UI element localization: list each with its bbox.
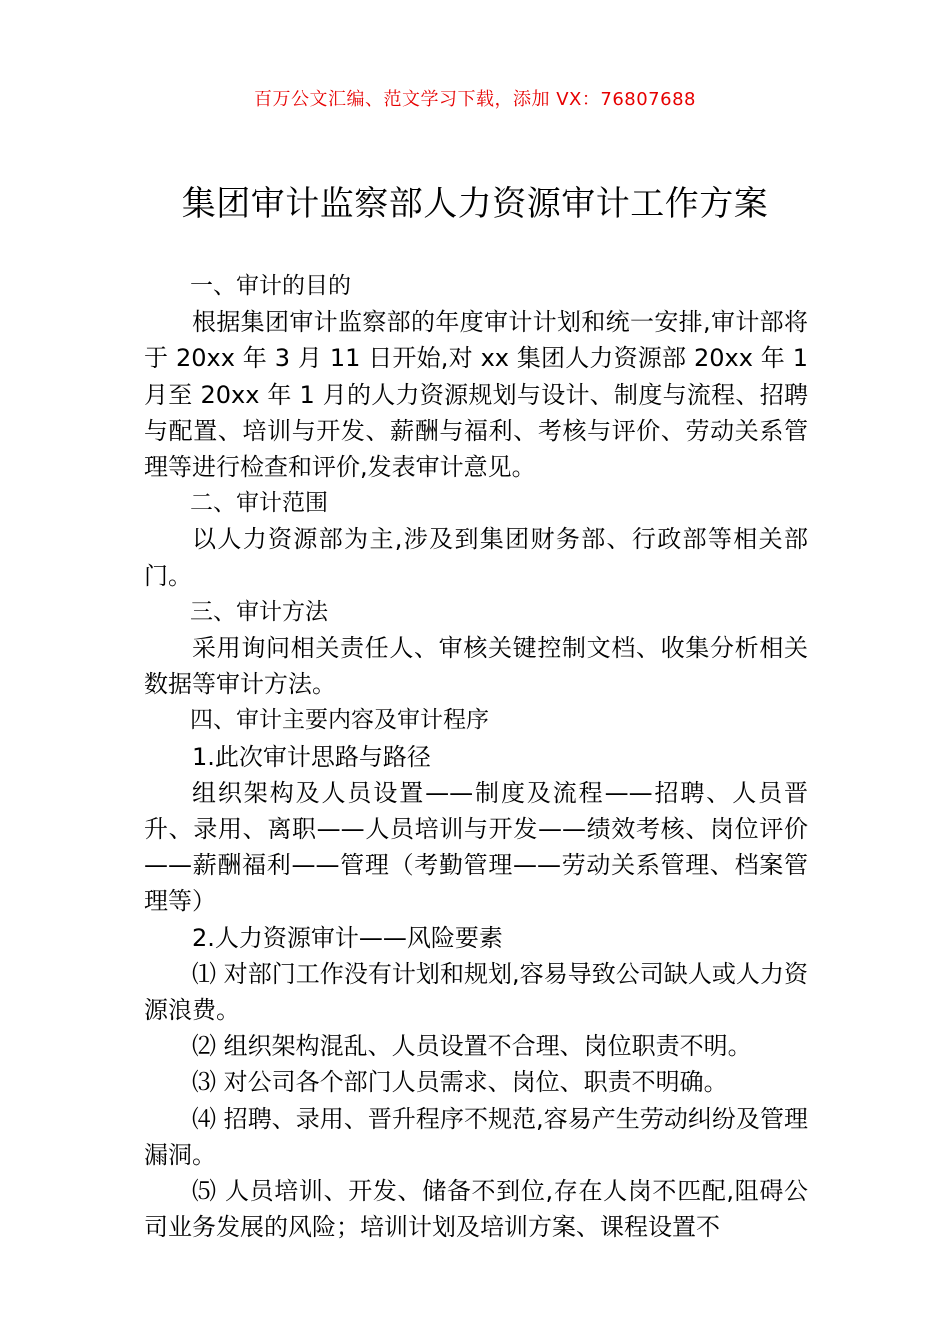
document-title: 集团审计监察部人力资源审计工作方案 [181,184,769,224]
section-heading-content: 四、审计主要内容及审计程序 [190,707,489,734]
section-heading-method: 三、审计方法 [190,598,328,625]
paragraph-method: 采用询问相关责任人、审核关键控制文档、收集分析相关数据等审计方法。 [144,634,808,699]
section-heading-purpose: 一、审计的目的 [190,273,351,299]
section-heading-scope: 二、审计范围 [190,490,328,517]
risk-item-3: ⑶ 对公司各个部门人员需求、岗位、职责不明确。 [192,1068,728,1097]
paragraph-approach: 组织架构及人员设置——制度及流程——招聘、人员晋升、录用、离职——人员培训与开发——绩效考核、岗位评价——薪酬福利——管理（考勤管理——劳动关系管理、档案管理等） [144,778,808,916]
document-body [144,268,808,1245]
risk-item-2: ⑵ 组织架构混乱、人员设置不合理、岗位职责不明。 [192,1032,752,1061]
paragraph-purpose: 根据集团审计监察部的年度审计计划和统一安排,审计部将于 20xx 年 3 月 11 日开始,对 xx 集团人力资源部 20xx 年 1 月至 20xx 年 1 月的人力资源规划与设计、制度与流程、招聘与配置、培训与开发、薪酬与福利、考核与评价、劳动关系管理等进行检查和评价,发表审计意见。 [144,308,808,482]
paragraph-scope: 以人力资源部为主,涉及到集团财务部、行政部等相关部门。 [144,525,808,590]
header-banner: 百万公文汇编、范文学习下载，添加 VX：76807688 [254,89,696,110]
risk-item-4: ⑷ 招聘、录用、晋升程序不规范,容易产生劳动纠纷及管理漏洞。 [144,1104,808,1169]
subheading-risk-factors: 2.人力资源审计——风险要素 [192,923,503,952]
risk-item-5: ⑸ 人员培训、开发、储备不到位,存在人岗不匹配,阻碍公司业务发展的风险；培训计划及培训方案、课程设置不 [144,1177,808,1242]
risk-item-1: ⑴ 对部门工作没有计划和规划,容易导致公司缺人或人力资源浪费。 [144,959,808,1025]
subheading-approach: 1.此次审计思路与路径 [192,742,431,771]
